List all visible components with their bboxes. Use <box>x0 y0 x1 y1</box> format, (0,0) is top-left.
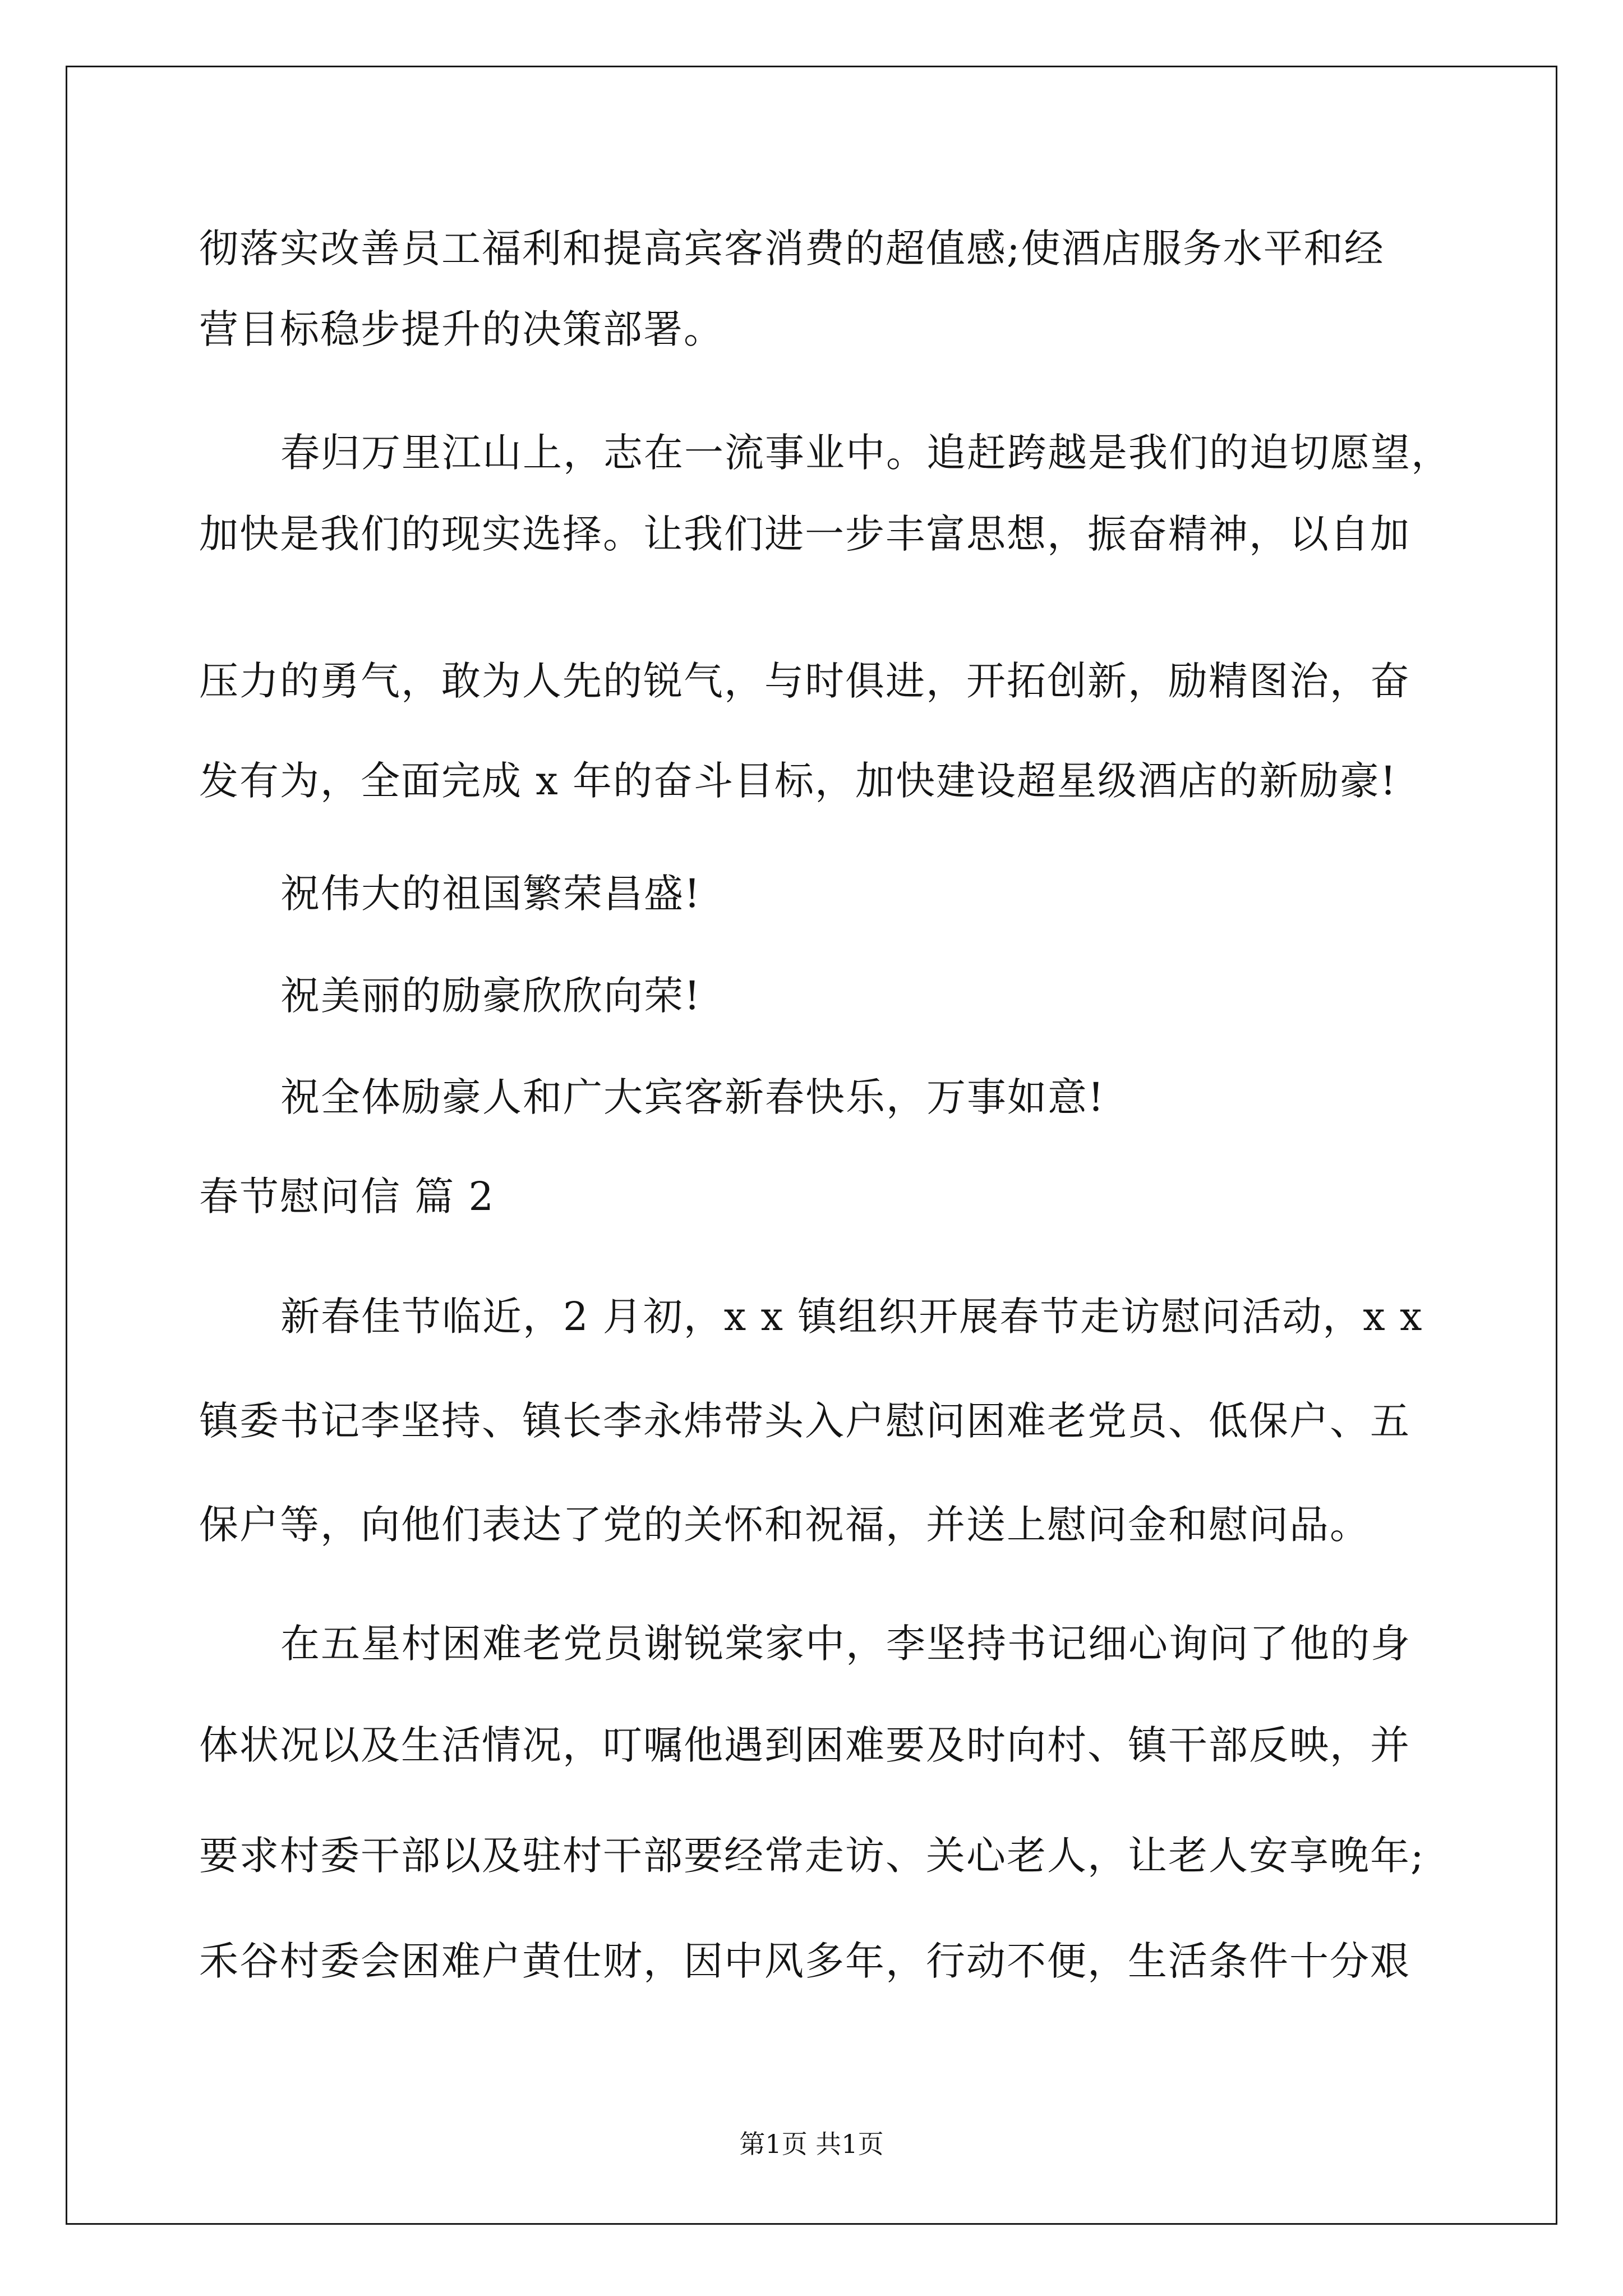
body-line: 镇委书记李坚持、镇长李永炜带头入户慰问困难老党员、低保户、五 <box>199 1398 1410 1444</box>
body-line: 营目标稳步提升的决策部署。 <box>199 306 724 352</box>
section-heading: 春节慰问信 篇 2 <box>199 1174 495 1220</box>
body-line: 在五星村困难老党员谢锐棠家中，李坚持书记细心询问了他的身 <box>280 1621 1411 1667</box>
body-line: 祝全体励豪人和广大宾客新春快乐，万事如意! <box>280 1074 1105 1120</box>
body-line: 体状况以及生活情况，叮嘱他遇到困难要及时向村、镇干部反映，并 <box>199 1722 1410 1768</box>
body-line: 要求村委干部以及驻村干部要经常走访、关心老人，让老人安享晚年; <box>199 1833 1425 1879</box>
page-number: 第1页 共1页 <box>739 2129 884 2159</box>
body-line: 彻落实改善员工福利和提高宾客消费的超值感;使酒店服务水平和经 <box>199 226 1385 272</box>
body-line: 压力的勇气，敢为人先的锐气，与时俱进，开拓创新，励精图治，奋 <box>199 658 1410 704</box>
body-line: 祝伟大的祖国繁荣昌盛! <box>280 871 702 917</box>
body-line: 禾谷村委会困难户黄仕财，因中风多年，行动不便，生活条件十分艰 <box>199 1938 1410 1984</box>
body-line: 加快是我们的现实选择。让我们进一步丰富思想，振奋精神，以自加 <box>199 511 1410 557</box>
body-line: 祝美丽的励豪欣欣向荣! <box>280 973 702 1019</box>
body-line: 新春佳节临近，2 月初，x x 镇组织开展春节走访慰问活动，x x <box>280 1294 1423 1340</box>
body-line: 保户等，向他们表达了党的关怀和祝福，并送上慰问金和慰问品。 <box>199 1502 1370 1548</box>
body-line: 春归万里江山上，志在一流事业中。追赶跨越是我们的迫切愿望， <box>280 430 1451 476</box>
body-line: 发有为，全面完成 x 年的奋斗目标，加快建设超星级酒店的新励豪! <box>199 758 1398 804</box>
page-border <box>66 66 1557 2225</box>
